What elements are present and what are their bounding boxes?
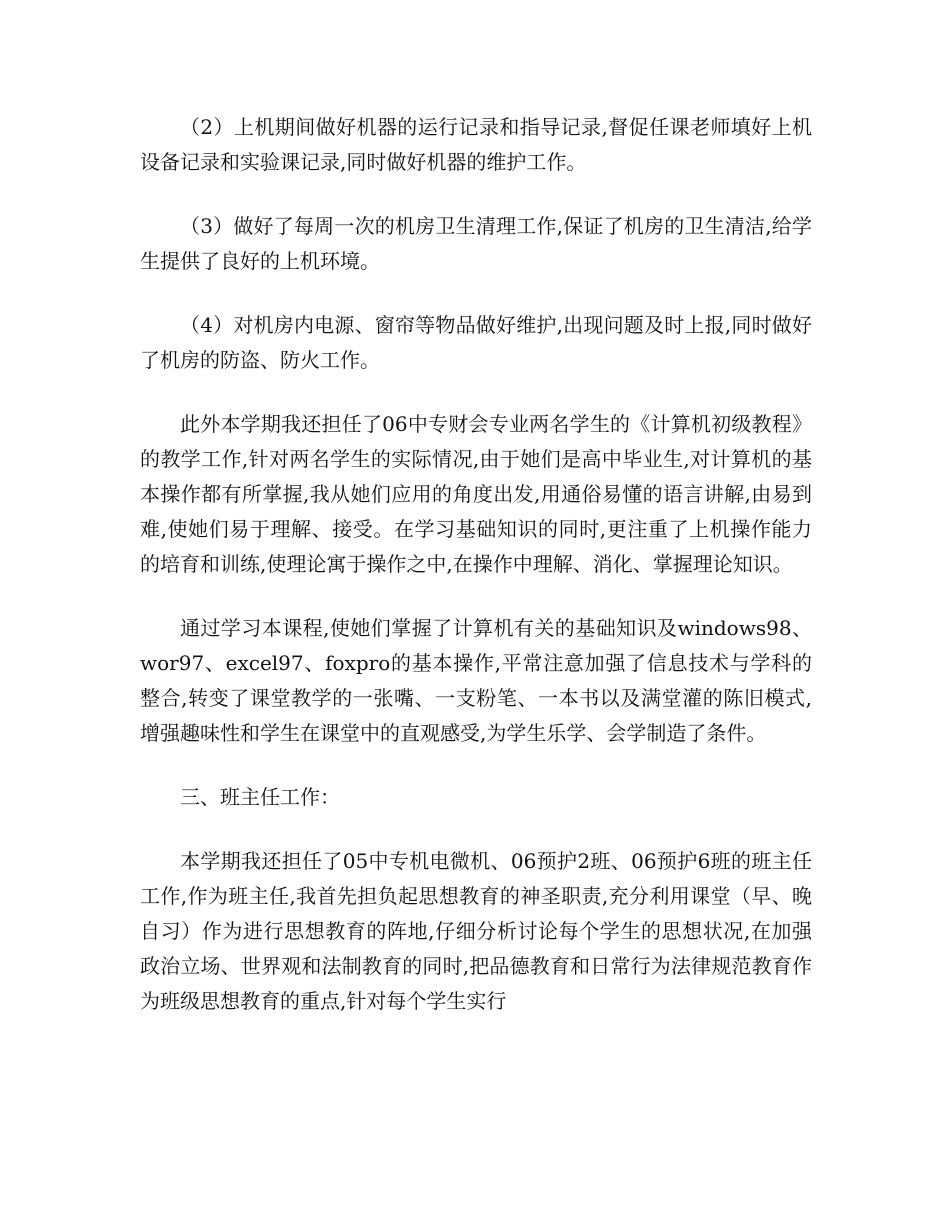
paragraph-room-maintenance: （4）对机房内电源、窗帘等物品做好维护,出现问题及时上报,同时做好了机房的防盗、防火工作。 bbox=[140, 313, 812, 372]
paragraph-class-teacher-work: 本学期我还担任了05中专机电微机、06预护2班、06预护6班的班主任工作,作为班主任,我首先担负起思想教育的神圣职责,充分利用课堂（早、晚自习）作为进行思想教育的阵地,仔细分析讨论每个学生的思想状况,在加强政治立场、世界观和法制教育的同时,把品德教育和日常行为法律规范教育作为班级思想教育的重点,针对每个学生实行 bbox=[140, 849, 812, 1013]
paragraph-room-cleaning: （3）做好了每周一次的机房卫生清理工作,保证了机房的卫生清洁,给学生提供了良好的上机环境。 bbox=[140, 214, 812, 273]
paragraph-computer-course: 此外本学期我还担任了06中专财会专业两名学生的《计算机初级教程》的教学工作,针对两名学生的实际情况,由于她们是高中毕业生,对计算机的基本操作都有所掌握,我从她们应用的角度出发,用通俗易懂的语言讲解,由易到难,使她们易于理解、接受。在学习基础知识的同时,更注重了上机操作能力的培育和训练,使理论寓于操作之中,在操作中理解、消化、掌握理论知识。 bbox=[140, 412, 812, 576]
document-body bbox=[140, 110, 812, 1048]
paragraph-machine-records: （2）上机期间做好机器的运行记录和指导记录,督促任课老师填好上机设备记录和实验课记录,同时做好机器的维护工作。 bbox=[140, 115, 812, 174]
section-heading-class-teacher: 三、班主任工作： bbox=[180, 785, 340, 809]
paragraph-course-outcome: 通过学习本课程,使她们掌握了计算机有关的基础知识及windows98、wor97、excel97、foxpro的基本操作,平常注意加强了信息技术与学科的整合,转变了课堂教学的一张嘴、一支粉笔、一本书以及满堂灌的陈旧模式,增强趣味性和学生在课堂中的直观感受,为学生乐学、会学制造了条件。 bbox=[140, 616, 812, 745]
